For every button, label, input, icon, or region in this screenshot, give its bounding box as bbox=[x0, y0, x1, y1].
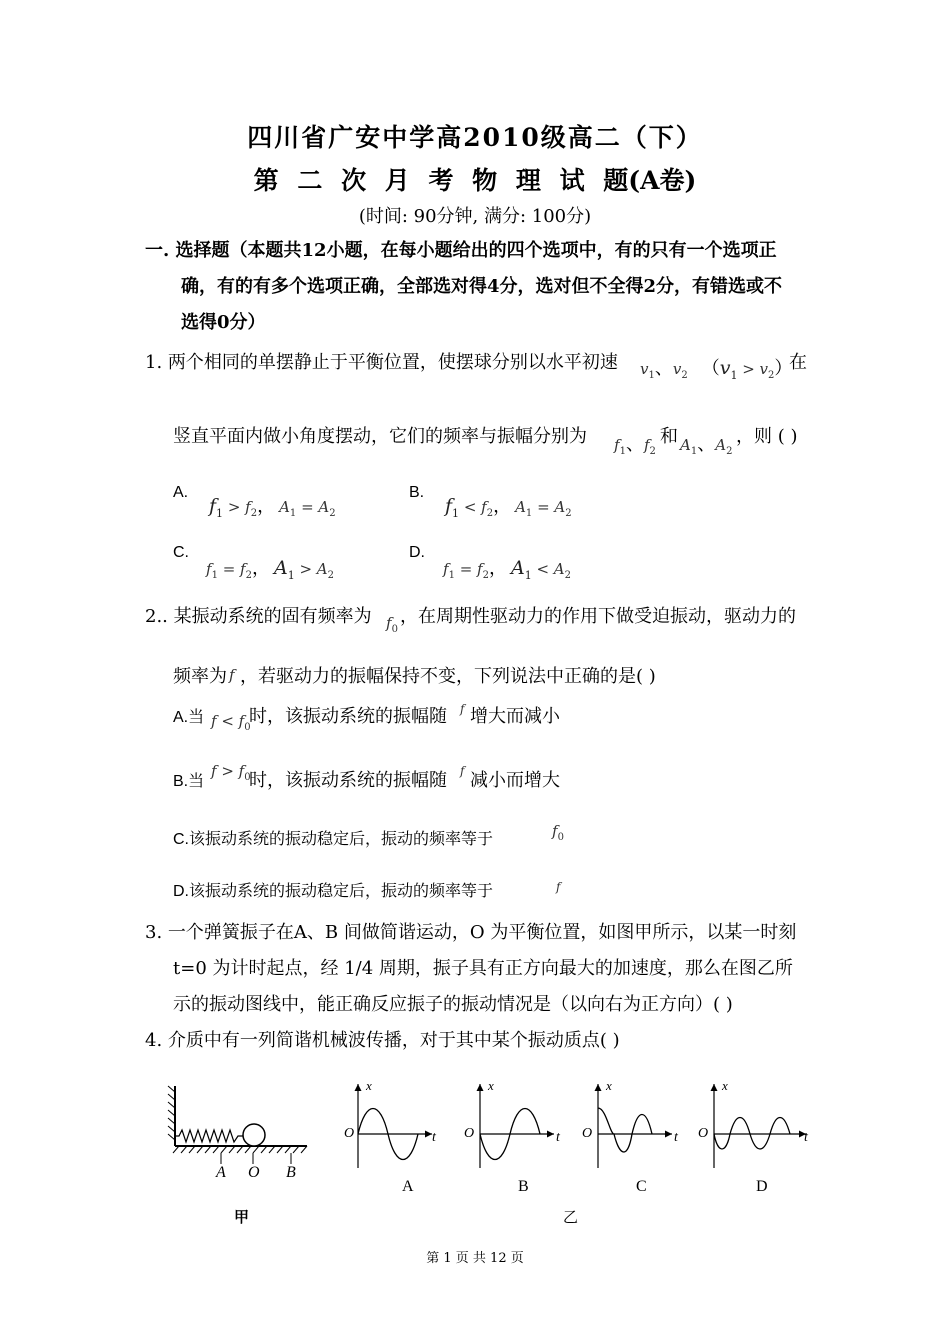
section-heading-line2: 确，有的有多个选项正确，全部选对得4分，选对但不全得2分，有错选或不 bbox=[181, 276, 783, 297]
q2-option-a-prefix: A.当 bbox=[173, 709, 205, 726]
q2-line1: 2.. 某振动系统的固有频率为 bbox=[145, 606, 372, 627]
page-subtitle: 第 二 次 月 考 物 理 试 题(A卷) bbox=[253, 166, 697, 195]
graph-d-caption: D bbox=[756, 1178, 768, 1195]
q2-line2-end: ，若驱动力的振幅保持不变，下列说法中正确的是( ) bbox=[240, 666, 656, 687]
graph-a-t-label: t bbox=[432, 1130, 436, 1145]
q1-line2-end: ，则 ( ) bbox=[736, 426, 798, 447]
q2-option-c-text: C.该振动系统的振动稳定后，振动的频率等于 bbox=[173, 831, 494, 848]
q1-line1: 1. 两个相同的单摆静止于平衡位置，使摆球分别以水平初速 bbox=[145, 352, 618, 373]
q1-option-a-label: A. bbox=[173, 484, 189, 501]
figure-caption-jia: 甲 bbox=[234, 1208, 250, 1226]
q2-line2: 频率为 bbox=[173, 666, 227, 687]
graph-d bbox=[714, 1084, 806, 1168]
figure-caption-yi: 乙 bbox=[563, 1208, 579, 1226]
q2-option-b-f: f bbox=[460, 764, 465, 778]
graph-c-t-label: t bbox=[674, 1130, 678, 1145]
q2-option-b-formula: $f > f_0$ bbox=[211, 762, 251, 783]
q2-f-symbol: f bbox=[229, 666, 235, 684]
graph-a-o-label: O bbox=[344, 1126, 355, 1141]
q4-line1: 4. 介质中有一列简谐机械波传播，对于其中某个振动质点( ) bbox=[145, 1030, 620, 1051]
q1-freq-formula: $f_1$、$f_2$ bbox=[614, 434, 656, 457]
exam-info: (时间: 90分钟, 满分: 100分) bbox=[358, 206, 592, 227]
q1-amp-formula: $A_1$、$A_2$ bbox=[680, 434, 733, 457]
figure-label-o: O bbox=[248, 1164, 260, 1181]
q2-option-a bbox=[173, 704, 204, 727]
q2-f0-symbol: $f_0$ bbox=[386, 614, 398, 635]
graph-c-x-label: x bbox=[606, 1078, 612, 1093]
graph-c-caption: C bbox=[636, 1178, 647, 1195]
q2-option-a-f: f bbox=[460, 702, 465, 716]
q2-option-d bbox=[173, 878, 493, 901]
q2-option-b-text: 时，该振动系统的振幅随 bbox=[249, 770, 447, 791]
q1-line2: 竖直平面内做小角度摆动，它们的频率与振幅分别为 bbox=[173, 426, 587, 447]
q1-option-a-formula: $f_1 > f_2$， $A_1 = A_2$ bbox=[209, 495, 336, 520]
graph-b-caption: B bbox=[518, 1178, 529, 1195]
q1-option-c-label: C. bbox=[173, 544, 189, 561]
graph-a-caption: A bbox=[402, 1178, 414, 1195]
graph-b-o-label: O bbox=[464, 1126, 475, 1141]
q3-line2: t=0 为计时起点，经 1/4 周期，振子具有正方向最大的加速度，那么在图乙所 bbox=[173, 958, 793, 979]
q1-option-b-formula: $f_1 < f_2$， $A_1 = A_2$ bbox=[445, 495, 572, 520]
graph-a-x-label: x bbox=[366, 1078, 372, 1093]
q2-option-a-end: 增大而减小 bbox=[470, 706, 560, 727]
q2-option-d-text: D.该振动系统的振动稳定后，振动的频率等于 bbox=[173, 883, 494, 900]
q1-line2-and: 和 bbox=[660, 426, 678, 447]
q1-option-b-label: B. bbox=[409, 484, 425, 501]
graph-c bbox=[598, 1084, 672, 1168]
graph-d-x-label: x bbox=[722, 1078, 728, 1093]
q3-line3: 示的振动图线中，能正确反应振子的振动情况是（以向右为正方向）( ) bbox=[173, 994, 733, 1015]
figure-vibration-graphs bbox=[340, 1078, 820, 1178]
figure-label-b: B bbox=[286, 1164, 296, 1181]
graph-d-t-label: t bbox=[804, 1130, 808, 1145]
graph-a bbox=[358, 1084, 432, 1168]
graph-d-o-label: O bbox=[698, 1126, 709, 1141]
q1-option-c-formula: $f_1 = f_2$， $A_1 > A_2$ bbox=[206, 557, 335, 582]
q1-velocity-formula: $v_1$、$v_2$ $(v_1 > v_2)$ bbox=[640, 357, 793, 382]
page-title: 四川省广安中学高2010级高二（下） bbox=[247, 123, 703, 152]
q2-option-a-text: 时，该振动系统的振幅随 bbox=[249, 706, 447, 727]
q1-option-d-label: D. bbox=[409, 544, 425, 561]
q2-option-d-f: f bbox=[556, 880, 561, 894]
q2-option-b-end: 减小而增大 bbox=[470, 770, 560, 791]
section-heading-line3: 选得0分） bbox=[181, 312, 266, 333]
q1-option-d-formula: $f_1 = f_2$， $A_1 < A_2$ bbox=[443, 557, 572, 582]
q2-option-c bbox=[173, 826, 493, 849]
q2-line1-end: ，在周期性驱动力的作用下做受迫振动，驱动力的 bbox=[400, 606, 796, 627]
q2-option-b bbox=[173, 768, 204, 791]
section-heading-line1: 一. 选择题（本题共12小题，在每小题给出的四个选项中，有的只有一个选项正 bbox=[145, 240, 777, 261]
graph-b-t-label: t bbox=[556, 1130, 560, 1145]
q1-line1-end: 在 bbox=[789, 352, 807, 373]
q2-option-a-formula: $f < f_0$ bbox=[211, 712, 251, 733]
graph-b-x-label: x bbox=[488, 1078, 494, 1093]
graph-b bbox=[480, 1084, 554, 1168]
page-footer: 第 1 页 共 12 页 bbox=[426, 1251, 524, 1266]
q3-line1: 3. 一个弹簧振子在A、B 间做简谐运动，O 为平衡位置，如图甲所示，以某一时刻 bbox=[145, 922, 797, 943]
graph-c-o-label: O bbox=[582, 1126, 593, 1141]
q2-option-b-prefix: B.当 bbox=[173, 773, 205, 790]
q2-option-c-f0: $f_0$ bbox=[552, 822, 564, 843]
figure-label-a: A bbox=[216, 1164, 226, 1181]
